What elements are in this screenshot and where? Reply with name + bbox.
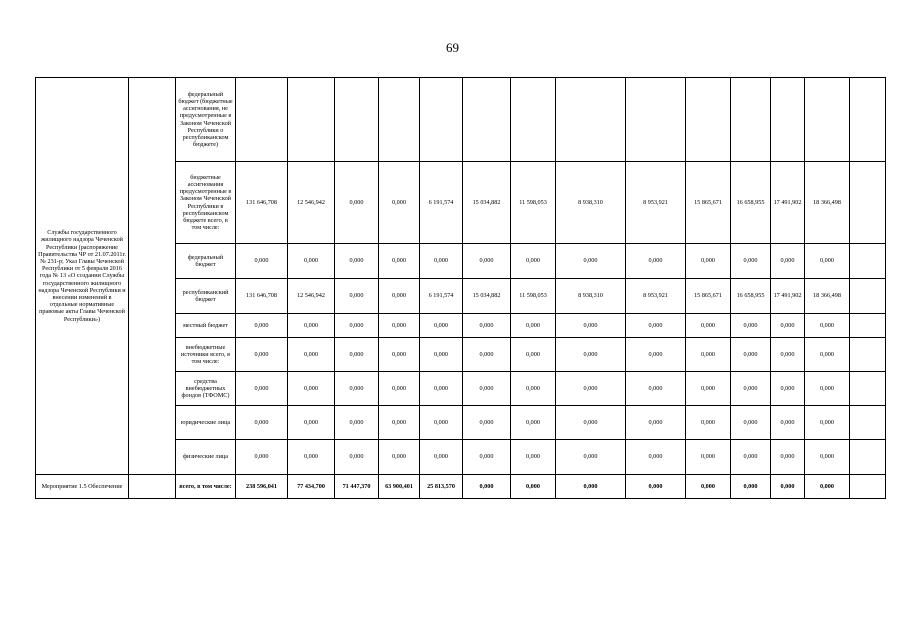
value-cell: 15 034,882 — [463, 279, 511, 314]
value-cell: 0,000 — [420, 244, 463, 279]
value-cell: 63 900,401 — [379, 475, 420, 499]
value-cell: 0,000 — [626, 338, 686, 372]
budget-table — [35, 77, 886, 499]
value-cell — [288, 78, 335, 162]
value-cell: 0,000 — [379, 279, 420, 314]
value-cell: 0,000 — [805, 406, 850, 440]
value-cell: 0,000 — [686, 406, 731, 440]
value-cell: 0,000 — [771, 338, 805, 372]
value-cell: 0,000 — [805, 314, 850, 338]
measure-row — [36, 475, 886, 499]
value-cell: 0,000 — [288, 314, 335, 338]
value-cell — [335, 78, 379, 162]
value-cell: 0,000 — [626, 475, 686, 499]
value-cell: 0,000 — [288, 244, 335, 279]
value-cell: 0,000 — [686, 314, 731, 338]
value-cell: 0,000 — [771, 372, 805, 406]
value-cell: 0,000 — [556, 314, 626, 338]
value-cell: 0,000 — [379, 314, 420, 338]
value-cell: 0,000 — [686, 475, 731, 499]
value-cell: 0,000 — [511, 475, 556, 499]
value-cell: 0,000 — [731, 314, 771, 338]
empty-cell — [850, 244, 886, 279]
value-cell: 0,000 — [236, 338, 288, 372]
value-cell: 0,000 — [771, 244, 805, 279]
value-cell: 0,000 — [805, 338, 850, 372]
value-cell: 77 434,700 — [288, 475, 335, 499]
funding-source-cell: средства внебюджетных фондов (ТФОМС) — [176, 372, 236, 406]
funding-source-cell: внебюджетные источники всего, в том числе: — [176, 338, 236, 372]
value-cell: 0,000 — [556, 372, 626, 406]
value-cell: 0,000 — [420, 406, 463, 440]
value-cell: 0,000 — [420, 338, 463, 372]
value-cell — [686, 78, 731, 162]
value-cell: 15 034,882 — [463, 162, 511, 244]
value-cell: 0,000 — [511, 440, 556, 475]
value-cell: 0,000 — [420, 440, 463, 475]
value-cell: 0,000 — [686, 244, 731, 279]
value-cell — [511, 78, 556, 162]
value-cell: 0,000 — [556, 475, 626, 499]
value-cell: 17 491,902 — [771, 162, 805, 244]
value-cell: 0,000 — [236, 440, 288, 475]
empty-cell — [850, 314, 886, 338]
empty-cell — [850, 475, 886, 499]
value-cell: 0,000 — [731, 244, 771, 279]
empty-cell — [850, 338, 886, 372]
empty-cell — [850, 78, 886, 162]
value-cell — [771, 78, 805, 162]
value-cell: 0,000 — [511, 244, 556, 279]
value-cell: 0,000 — [805, 244, 850, 279]
funding-source-cell: бюджетные ассигнования предусмотренные в Законом Чеченской Республики в республиканском бюджете всего, в том числе: — [176, 162, 236, 244]
value-cell: 0,000 — [731, 440, 771, 475]
value-cell: 0,000 — [335, 244, 379, 279]
empty-cell — [850, 372, 886, 406]
value-cell: 0,000 — [686, 338, 731, 372]
value-cell: 0,000 — [463, 338, 511, 372]
empty-cell — [850, 406, 886, 440]
funding-source-cell: физические лица — [176, 440, 236, 475]
value-cell: 0,000 — [335, 162, 379, 244]
value-cell: 0,000 — [511, 372, 556, 406]
funding-source-cell: юридические лица — [176, 406, 236, 440]
value-cell: 0,000 — [686, 372, 731, 406]
value-cell: 0,000 — [463, 244, 511, 279]
value-cell: 0,000 — [771, 406, 805, 440]
value-cell: 0,000 — [379, 440, 420, 475]
value-cell: 0,000 — [626, 372, 686, 406]
value-cell: 0,000 — [463, 475, 511, 499]
value-cell: 71 447,370 — [335, 475, 379, 499]
value-cell: 0,000 — [288, 338, 335, 372]
value-cell: 0,000 — [379, 338, 420, 372]
value-cell: 0,000 — [288, 372, 335, 406]
value-cell: 0,000 — [511, 406, 556, 440]
value-cell: 0,000 — [511, 338, 556, 372]
value-cell: 0,000 — [420, 372, 463, 406]
value-cell: 0,000 — [805, 372, 850, 406]
value-cell: 0,000 — [379, 244, 420, 279]
value-cell: 0,000 — [463, 440, 511, 475]
value-cell: 8 953,921 — [626, 162, 686, 244]
measure-name-cell: Мероприятие 1.5 Обеспечение — [36, 475, 129, 499]
value-cell: 16 658,955 — [731, 162, 771, 244]
value-cell: 0,000 — [626, 440, 686, 475]
value-cell: 0,000 — [556, 244, 626, 279]
value-cell: 0,000 — [236, 314, 288, 338]
value-cell: 0,000 — [771, 440, 805, 475]
value-cell: 0,000 — [626, 244, 686, 279]
value-cell — [556, 78, 626, 162]
value-cell: 0,000 — [335, 279, 379, 314]
value-cell: 0,000 — [236, 406, 288, 440]
value-cell: 0,000 — [335, 406, 379, 440]
value-cell: 0,000 — [335, 338, 379, 372]
value-cell: 0,000 — [556, 440, 626, 475]
value-cell: 0,000 — [626, 314, 686, 338]
value-cell: 0,000 — [335, 372, 379, 406]
value-cell: 8 938,310 — [556, 279, 626, 314]
value-cell: 0,000 — [420, 314, 463, 338]
value-cell: 0,000 — [288, 406, 335, 440]
value-cell: 0,000 — [335, 314, 379, 338]
funding-source-cell: федеральный бюджет (бюджетные ассигнования, не предусмотренные в Законом Чеченской Республики о республиканском бюджете) — [176, 78, 236, 162]
value-cell: 18 366,498 — [805, 162, 850, 244]
value-cell: 6 191,574 — [420, 162, 463, 244]
empty-cell — [850, 440, 886, 475]
program-name-cell: Службы государственного жилищного надзора Чеченской Республики (распоряжение Правительства ЧР от 21.07.2011г. № 231-р; Указ Главы Чеченской Республики от 5 февраля 2016 года № 13 «О создании Службы государственного жилищного надзора Чеченской Республики и внесении изменений в отдельные нормативные правовые акты Главы Чеченской Республики») — [36, 78, 129, 475]
value-cell: 11 598,053 — [511, 162, 556, 244]
funding-source-cell: республиканский бюджет — [176, 279, 236, 314]
value-cell: 0,000 — [805, 440, 850, 475]
value-cell — [626, 78, 686, 162]
value-cell: 0,000 — [731, 338, 771, 372]
value-cell: 131 646,708 — [236, 162, 288, 244]
value-cell: 15 865,671 — [686, 279, 731, 314]
value-cell: 0,000 — [626, 406, 686, 440]
value-cell: 0,000 — [686, 440, 731, 475]
value-cell: 131 646,708 — [236, 279, 288, 314]
value-cell — [236, 78, 288, 162]
funding-source-cell: всего, в том числе: — [176, 475, 236, 499]
value-cell: 0,000 — [805, 475, 850, 499]
value-cell: 0,000 — [771, 314, 805, 338]
value-cell: 17 491,902 — [771, 279, 805, 314]
value-cell — [731, 78, 771, 162]
executor-cell — [129, 475, 176, 499]
value-cell: 0,000 — [556, 406, 626, 440]
value-cell: 0,000 — [379, 162, 420, 244]
value-cell: 0,000 — [288, 440, 335, 475]
value-cell: 0,000 — [463, 406, 511, 440]
value-cell: 0,000 — [463, 372, 511, 406]
funding-source-cell: федеральный бюджет — [176, 244, 236, 279]
value-cell: 16 658,955 — [731, 279, 771, 314]
value-cell: 0,000 — [379, 372, 420, 406]
value-cell: 0,000 — [511, 314, 556, 338]
value-cell: 0,000 — [771, 475, 805, 499]
value-cell: 12 546,942 — [288, 279, 335, 314]
value-cell — [420, 78, 463, 162]
value-cell: 0,000 — [335, 440, 379, 475]
value-cell: 8 938,310 — [556, 162, 626, 244]
table-body — [36, 78, 886, 499]
value-cell: 0,000 — [236, 372, 288, 406]
page-number: 69 — [446, 40, 459, 55]
value-cell: 15 865,671 — [686, 162, 731, 244]
value-cell: 18 366,498 — [805, 279, 850, 314]
value-cell: 0,000 — [463, 314, 511, 338]
value-cell: 238 596,041 — [236, 475, 288, 499]
value-cell: 6 191,574 — [420, 279, 463, 314]
value-cell: 25 813,570 — [420, 475, 463, 499]
value-cell: 8 953,921 — [626, 279, 686, 314]
value-cell: 0,000 — [731, 406, 771, 440]
executor-cell — [129, 78, 176, 475]
empty-cell — [850, 279, 886, 314]
value-cell: 0,000 — [556, 338, 626, 372]
table-row — [36, 78, 886, 162]
value-cell — [463, 78, 511, 162]
value-cell — [805, 78, 850, 162]
value-cell: 11 598,053 — [511, 279, 556, 314]
funding-source-cell: местный бюджет — [176, 314, 236, 338]
value-cell: 0,000 — [731, 372, 771, 406]
empty-cell — [850, 162, 886, 244]
value-cell: 0,000 — [379, 406, 420, 440]
value-cell — [379, 78, 420, 162]
value-cell: 12 546,942 — [288, 162, 335, 244]
value-cell: 0,000 — [731, 475, 771, 499]
value-cell: 0,000 — [236, 244, 288, 279]
